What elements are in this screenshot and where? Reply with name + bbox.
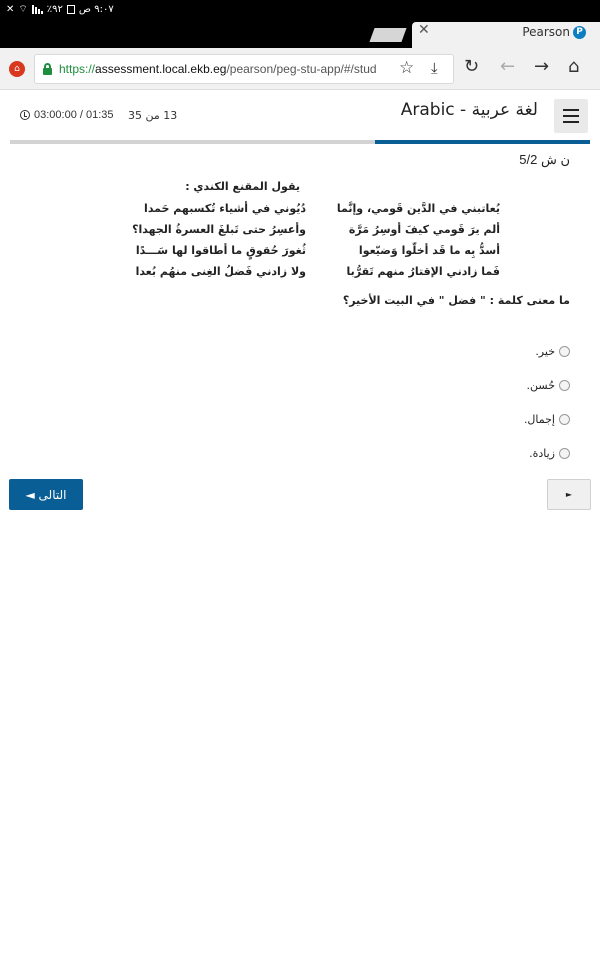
option-label: إجمال. bbox=[523, 412, 555, 426]
browser-home-icon[interactable]: ⌂ bbox=[568, 56, 580, 77]
verse bbox=[130, 202, 570, 223]
next-button[interactable] bbox=[9, 479, 83, 510]
address-bar bbox=[0, 48, 600, 90]
answer-options bbox=[370, 334, 570, 470]
verse bbox=[130, 244, 570, 265]
previous-arrow-icon: ► bbox=[565, 490, 573, 499]
next-label: التالى ◄ bbox=[25, 487, 67, 502]
poem bbox=[130, 202, 570, 286]
status-bar bbox=[0, 0, 600, 20]
url-field[interactable] bbox=[34, 54, 454, 84]
radio-button[interactable] bbox=[559, 346, 570, 357]
lock-icon bbox=[43, 63, 52, 75]
verse-second-half: وأعسِرُ حتى تَبلغَ العسرةُ الجهدا؟ bbox=[132, 223, 306, 236]
progress-bar-fill bbox=[375, 140, 590, 144]
answer-option[interactable] bbox=[370, 334, 570, 368]
clock-icon bbox=[20, 110, 30, 120]
browser-tab-strip bbox=[0, 20, 600, 48]
reload-icon[interactable]: ↻ bbox=[464, 56, 480, 77]
verse-second-half: ولا زادني فَضلُ الغِنى منهُم بُعدا bbox=[135, 265, 306, 278]
poem-intro: يقول المقنع الكندي : bbox=[185, 180, 300, 193]
question-code: ن ش 5/2 bbox=[519, 152, 570, 167]
progress-bar bbox=[10, 140, 590, 144]
question-progress: 13 من 35 bbox=[128, 109, 178, 122]
radio-button[interactable] bbox=[559, 448, 570, 459]
verse-first-half: ألم يرَ قَومي كيفَ أوسِرُ مَرَّة bbox=[348, 223, 500, 236]
battery-level: ٩٢٪ bbox=[46, 4, 63, 15]
verse-second-half: ثُغورَ حُقوقٍ ما أطاقوا لها سَـــدًا bbox=[135, 244, 306, 257]
hamburger-menu-icon[interactable] bbox=[554, 99, 588, 133]
radio-button[interactable] bbox=[559, 414, 570, 425]
back-icon[interactable]: ← bbox=[500, 56, 516, 77]
signal-icon bbox=[32, 5, 43, 14]
verse-first-half: فَما زادني الإقتارُ منهم تَقرُّبا bbox=[346, 265, 500, 278]
download-icon[interactable]: ⤓ bbox=[431, 59, 438, 77]
forward-icon[interactable]: → bbox=[534, 56, 550, 77]
verse-second-half: دُيُوني في أشياء تُكسبهم حَمدا bbox=[144, 202, 306, 215]
url-text[interactable]: https://assessment.local.ekb.eg/pearson/peg-stu-app/#/stud bbox=[59, 62, 377, 76]
new-tab-button[interactable] bbox=[369, 28, 406, 42]
close-icon[interactable]: ✕ bbox=[418, 22, 430, 38]
answer-option[interactable] bbox=[370, 436, 570, 470]
verse bbox=[130, 265, 570, 286]
home-icon[interactable]: ⌂ bbox=[9, 61, 25, 77]
verse bbox=[130, 223, 570, 244]
verse-first-half: أسدُّ بِه ما قَد أخلّوا وَضيّعوا bbox=[358, 244, 500, 257]
star-icon[interactable]: ☆ bbox=[399, 58, 415, 78]
answer-option[interactable] bbox=[370, 402, 570, 436]
status-left bbox=[6, 3, 114, 16]
app-header bbox=[0, 91, 600, 141]
subject-title: Arabic - لغة عربية bbox=[400, 100, 538, 120]
question-prompt: ما معنى كلمة : " فضل " في البيت الأخير؟ bbox=[342, 294, 570, 307]
answer-option[interactable] bbox=[370, 368, 570, 402]
mute-icon: ✕ bbox=[6, 4, 15, 15]
wifi-icon: ⌔ bbox=[18, 4, 28, 15]
option-label: خير. bbox=[535, 344, 555, 358]
verse-first-half: يُعاتبني في الدَّين قَومي، وإنَّما bbox=[336, 202, 500, 215]
timer-text: 03:00:00 / 01:35 bbox=[34, 109, 114, 121]
tab-title: Pearson bbox=[522, 25, 570, 39]
browser-tab[interactable] bbox=[412, 22, 600, 48]
previous-button[interactable] bbox=[547, 479, 591, 510]
pearson-favicon-icon: P bbox=[573, 26, 586, 39]
option-label: حُسن. bbox=[526, 378, 555, 392]
battery-icon bbox=[67, 5, 75, 14]
option-label: زيادة. bbox=[529, 446, 555, 460]
status-time: ٩:٠٧ ص bbox=[78, 4, 114, 15]
timer bbox=[20, 109, 114, 121]
radio-button[interactable] bbox=[559, 380, 570, 391]
